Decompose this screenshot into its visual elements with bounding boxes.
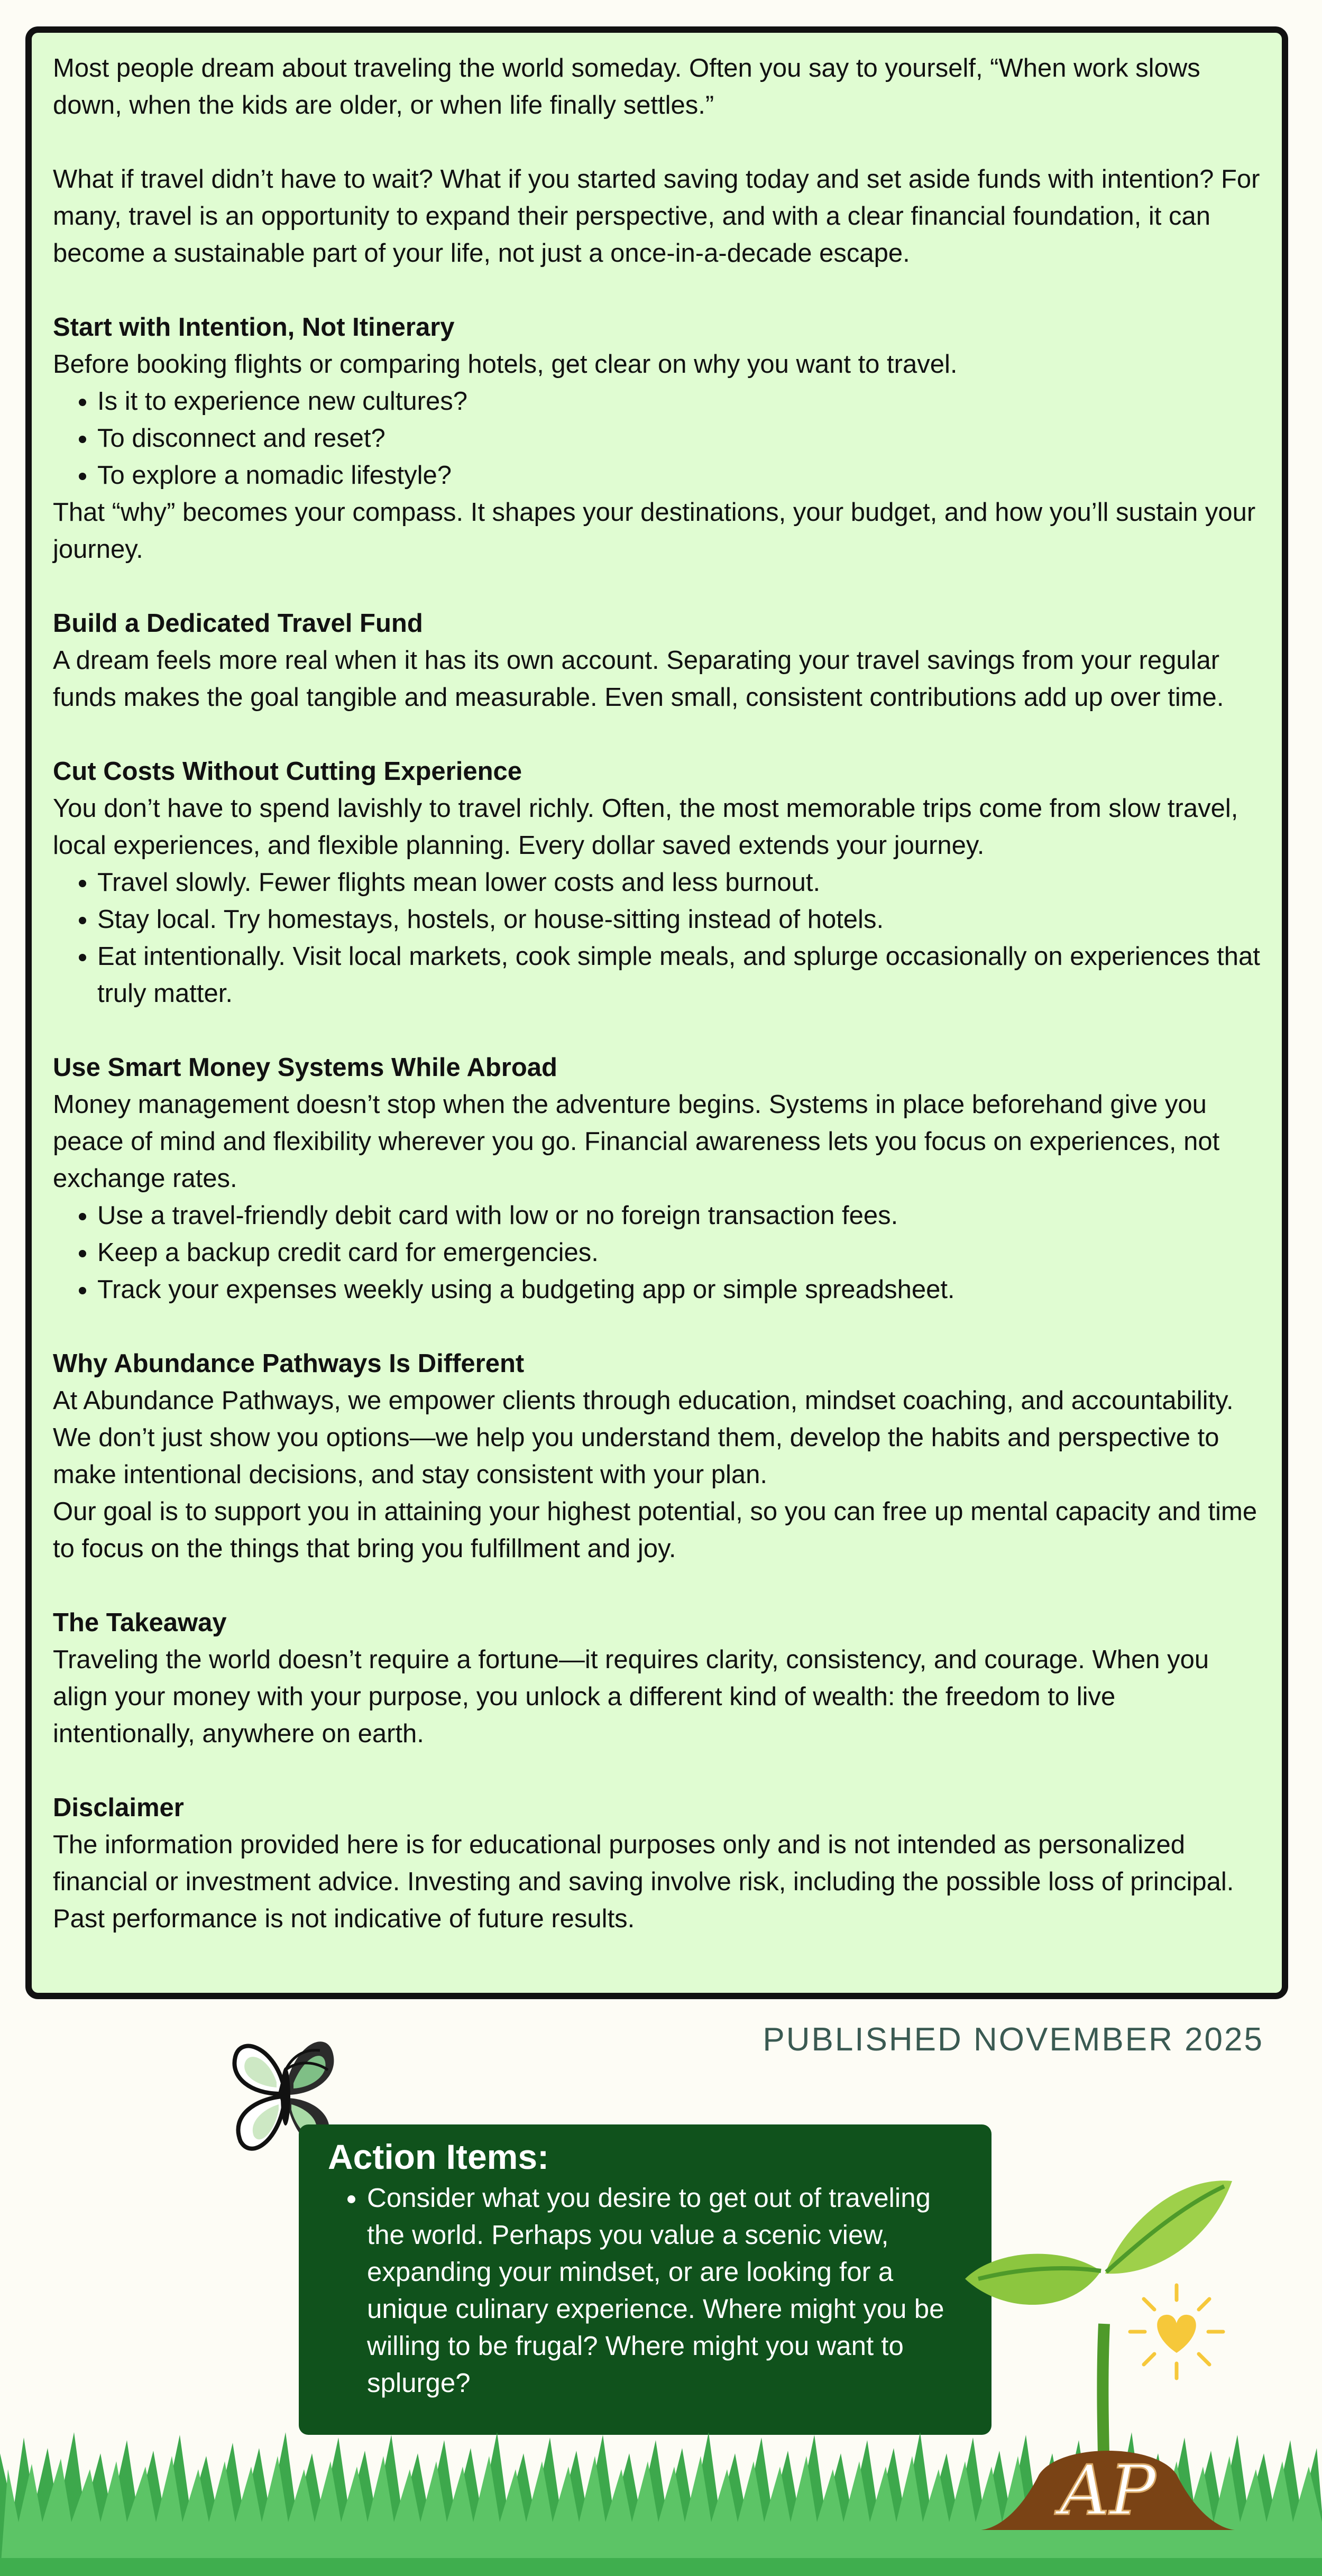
section-cut-costs (53, 753, 1261, 1012)
intro-paragraph: Most people dream about traveling the world someday. Often you say to yourself, “When work slows down, when the kids are older, or when life finally settles.” (53, 54, 1200, 119)
section-heading: Cut Costs Without Cutting Experience (53, 757, 522, 786)
list-item: • Eat intentionally. Visit local markets, cook simple meals, and splurge occasionally on experiences that truly matter. (97, 938, 1261, 1012)
list-item: • Keep a backup credit card for emergencies. (97, 1234, 1261, 1271)
bullet-list (53, 864, 1261, 1012)
logo-mound (981, 2443, 1235, 2538)
section-text: Before booking flights or comparing hotels, get clear on why you want to travel. (53, 350, 958, 379)
heart-sun-icon (1124, 2279, 1229, 2385)
list-item: • Use a travel-friendly debit card with low or no foreign transaction fees. (97, 1197, 1261, 1234)
section-text: That “why” becomes your compass. It shapes your destinations, your budget, and how you’ll sustain your journey. (53, 498, 1256, 564)
section-text: At Abundance Pathways, we empower clients through education, mindset coaching, and accountability. We don’t just show you options—we help you understand them, develop the habits and perspective to make intentional decisions, and stay consistent with your plan. (53, 1386, 1234, 1489)
section-text: The information provided here is for educational purposes only and is not intended as personalized financial or investment advice. Investing and saving involve risk, including the possible loss of principal. Past performance is not indicative of future results. (53, 1830, 1234, 1933)
section-travel-fund (53, 605, 1261, 716)
section-disclaimer (53, 1789, 1261, 1937)
section-text: Money management doesn’t stop when the adventure begins. Systems in place beforehand give you peace of mind and flexibility wherever you go. Financial awareness lets you focus on experiences, not exchange rates. (53, 1090, 1220, 1193)
section-heading: Build a Dedicated Travel Fund (53, 609, 423, 638)
list-item: • To disconnect and reset? (97, 420, 1261, 457)
section-heading: Start with Intention, Not Itinerary (53, 313, 455, 342)
article-card (25, 26, 1288, 1999)
list-item: • Travel slowly. Fewer flights mean lower costs and less burnout. (97, 864, 1261, 901)
section-heading: The Takeaway (53, 1608, 227, 1637)
section-text: You don’t have to spend lavishly to travel richly. Often, the most memorable trips come from slow travel, local experiences, and flexible planning. Every dollar saved extends your journey. (53, 794, 1238, 860)
bullet-list (53, 1197, 1261, 1308)
section-intention (53, 309, 1261, 568)
action-items-box (299, 2124, 992, 2435)
intro-paragraph: What if travel didn’t have to wait? What if you started saving today and set aside funds with intention? For many, travel is an opportunity to expand their perspective, and with a clear financial foundation, it can become a sustainable part of your life, not just a once-in-a-decade escape. (53, 165, 1260, 268)
list-item: • Track your expenses weekly using a budgeting app or simple spreadsheet. (97, 1271, 1261, 1308)
list-item: • Is it to experience new cultures? (97, 383, 1261, 420)
section-takeaway (53, 1604, 1261, 1752)
section-money-systems (53, 1049, 1261, 1308)
list-item: • Consider what you desire to get out of traveling the world. Perhaps you value a scenic view, expanding your mindset, or are looking for a unique culinary experience. Where might you be willing to be frugal? Where might you want to splurge? (367, 2179, 965, 2402)
section-heading: Disclaimer (53, 1793, 184, 1822)
action-items-list (328, 2179, 965, 2402)
section-abundance-pathways (53, 1345, 1261, 1567)
bullet-list (53, 383, 1261, 494)
section-text: A dream feels more real when it has its own account. Separating your travel savings from your regular funds makes the goal tangible and measurable. Even small, consistent contributions add up over time. (53, 646, 1224, 712)
published-date: PUBLISHED NOVEMBER 2025 (763, 2021, 1264, 2058)
section-heading: Why Abundance Pathways Is Different (53, 1349, 525, 1378)
section-text: Our goal is to support you in attaining your highest potential, so you can free up mental capacity and time to focus on the things that bring you fulfillment and joy. (53, 1497, 1257, 1563)
logo-monogram: AP (1060, 2450, 1156, 2531)
article-intro (53, 50, 1261, 272)
action-items-title: Action Items: (328, 2137, 549, 2176)
list-item: • To explore a nomadic lifestyle? (97, 457, 1261, 494)
section-text: Traveling the world doesn’t require a fortune—it requires clarity, consistency, and courage. When you align your money with your purpose, you unlock a different kind of wealth: the freedom to live intentionally, anywhere on earth. (53, 1645, 1209, 1748)
section-heading: Use Smart Money Systems While Abroad (53, 1053, 557, 1082)
list-item: • Stay local. Try homestays, hostels, or house-sitting instead of hotels. (97, 901, 1261, 938)
